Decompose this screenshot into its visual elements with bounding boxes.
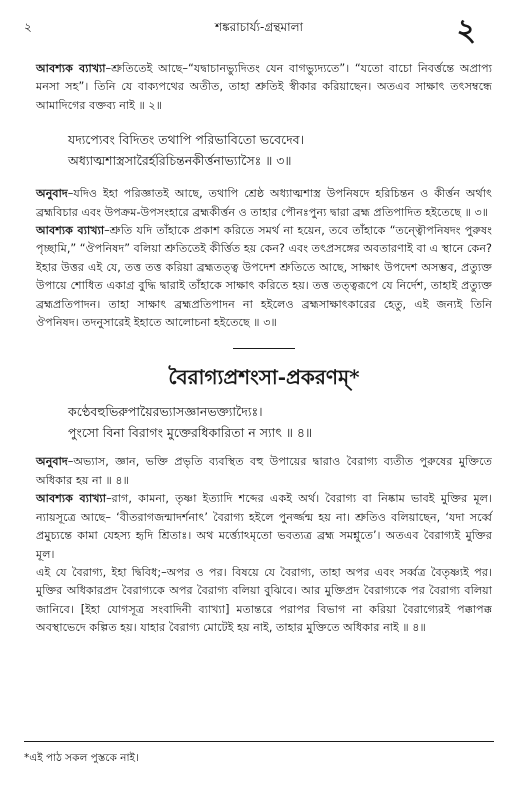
- explanation-lead: আবশ্যক ব্যাখ্যা: [36, 224, 105, 238]
- translation-paragraph-3: [36, 185, 492, 222]
- verse-3: [68, 129, 492, 171]
- verse-3-line-2: অধ্যাত্মশাস্ত্রসারৈর্হরিচিন্তনকীর্ত্তনাভ্যাসৈঃ ॥ ৩॥: [68, 153, 292, 169]
- page-header: [24, 13, 494, 48]
- explanation-text: –রাগ, কামনা, তৃষ্ণা ইত্যাদি শব্দের একই অর্থ। বৈরাগ্য বা নিষ্কাম ভাবই মুক্তির মূল। ন্যায়সূত্রে আছে– ‘বীতরাগজন্মাদর্শনাৎ’ বৈরাগ্য হইলে পুনর্জ্জন্ম হয় না। শ্রুতিও বলিয়াছেন, ‘যদা সর্ব্বে প্রমুচ্যন্তে কামা যেহস্য হৃদি শ্রিতাঃ। অথ মর্ত্ত্যোঽমৃতো ভবত্যত্র ব্রহ্ম সমশ্নুতে’। অতএব বৈরাগ্যই মুক্তির মূল।: [36, 492, 492, 561]
- explanation-paragraph-3: [36, 222, 492, 332]
- page-number: ২: [24, 20, 32, 34]
- footnote-rule: [24, 741, 494, 742]
- running-title: শঙ্করাচার্য্য-গ্রন্থমালা: [214, 20, 303, 34]
- translation-text: –যদিও ইহা পরিজ্ঞাতই আছে, তথাপি শ্রেষ্ঠ অধ্যাত্মশাস্ত্র উপনিষদে হরিচিন্তন ও কীর্ত্তন অর্থাৎ ব্রহ্মবিচার এবং উপক্রম-উপসংহারে ব্রহ্মকীর্ত্তন ও তাহার পৌনঃপুন্য দ্বারা ব্রহ্ম প্রতিপাদিত হইতেছে ॥ ৩॥: [36, 187, 492, 219]
- translation-paragraph-4: [36, 453, 492, 490]
- verse-4-line-1: কণ্ঠেবহুভিরুপায়ৈরভ্যাসজ্ঞানভক্ত্যাদ্যৈঃ।: [68, 404, 263, 420]
- section-heading: বৈরাগ্যপ্রশংসা-প্রকরণম্*: [168, 365, 360, 390]
- verse-4-line-2: পুংসো বিনা বিরাগং মুক্তেরধিকারিতা ন স্যাৎ ॥ ৪॥: [68, 425, 313, 441]
- page-body: [36, 60, 492, 638]
- explanation-lead: আবশ্যক ব্যাখ্যা: [36, 492, 107, 506]
- translation-text: –অভ্যাস, জ্ঞান, ভক্তি প্রভৃতি ব্যবস্থিত বহু উপায়ের দ্বারাও বৈরাগ্য ব্যতীত পুরুষের মুক্তিতে অধিকার হয় না ॥ ৪॥: [36, 455, 492, 487]
- section-divider: [233, 348, 295, 349]
- explanation-paragraph-4: [36, 490, 492, 564]
- explanation-paragraph-2: [36, 60, 492, 115]
- explanation-lead: আবশ্যক ব্যাখ্যা: [36, 62, 106, 75]
- handwritten-page-number: ২: [456, 13, 476, 48]
- body-paragraph: এই যে বৈরাগ্য, ইহা দ্বিবিধ;–অপর ও পর। বিষয়ে যে বৈরাগ্য, তাহা অপর এবং সর্ব্বত্র বৈতৃষ্ণ্যই পর। মুক্তির অধিকারপ্রদ বৈরাগ্যকে অপর বৈরাগ্য বলিয়া বুঝিবে। আর মুক্তিপ্রদ বৈরাগ্যকে পর বৈরাগ্য বলিয়া জানিবে। [ইহা যোগসূত্র সংবাদিনী ব্যাখ্যা] মতান্তরে পরাপর বিভাগ না করিয়া বৈরাগ্যেরই পক্কাপক্ক অবস্থাভেদে কল্পিত হয়। যাহার বৈরাগ্য মোটেই হয় নাই, তাহার মুক্তিতে অধিকার নাই ॥ ৪॥: [36, 565, 492, 635]
- footnote: *এই পাঠ সকল পুস্তকে নাই।: [24, 752, 139, 764]
- verse-4: [68, 401, 492, 443]
- translation-lead: অনুবাদ: [36, 455, 68, 469]
- translation-lead: অনুবাদ: [36, 187, 68, 201]
- explanation-text: –শ্রুতি যদি তাঁহাকে প্রকাশ করিতে সমর্থ না হয়েন, তবে তাঁহাকে “তন্ত্বৌপনিষদং পুরুষং পৃচ্ছামি,” “ঔপনিষদ” বলিয়া শ্রুতিতেই কীর্ত্তিত হয় কেন? এবং তৎপ্রসঙ্গের অবতারণাই বা এ স্থানে কেন? ইহার উত্তর এই যে, তত্ত তত্ত করিয়া ব্রহ্মতত্ত্ব উপদেশ শ্রুতিতে আছে, সাক্ষাৎ উপদেশ অসম্ভব, প্রত্যুক্ত উপায়ে শোধিত একাগ্র বুদ্ধি দ্বারাই তাঁহাকে সাক্ষাৎ করিতে হয়। তত্ত তত্ত্বরূপে যে নির্দেশ, তাহাই প্রত্যুক্ত ব্রহ্মপ্রতিপাদন। তাহা সাক্ষাৎ ব্রহ্মপ্রতিপাদন না হইলেও ব্রহ্মসাক্ষাৎকারের হেতু, এই জন্যই তিনি ঔপনিষদ। তদনুসারেই ইহাতে আলোচনা হইতেছে ॥ ৩॥: [36, 224, 492, 330]
- verse-3-line-1: যদ্যপ্যেবং বিদিতং তথাপি পরিভাবিতো ভবেদেব।: [68, 132, 305, 148]
- explanation-text: –শ্রুতিতেই আছে–“যদ্বাচানভ্যুদিতং যেন বাগভ্যুদ্যতে”। “যতো বাচো নিবর্ত্তন্তে অপ্রাপ্য মনসা সহ”। তিনি যে বাক্যপথের অতীত, তাহা শ্রুতিই স্বীকার করিয়াছেন। অতএব সাক্ষাৎ তৎসম্বন্ধে আমাদিগের বক্তব্য নাই ॥ ২॥: [36, 62, 492, 112]
